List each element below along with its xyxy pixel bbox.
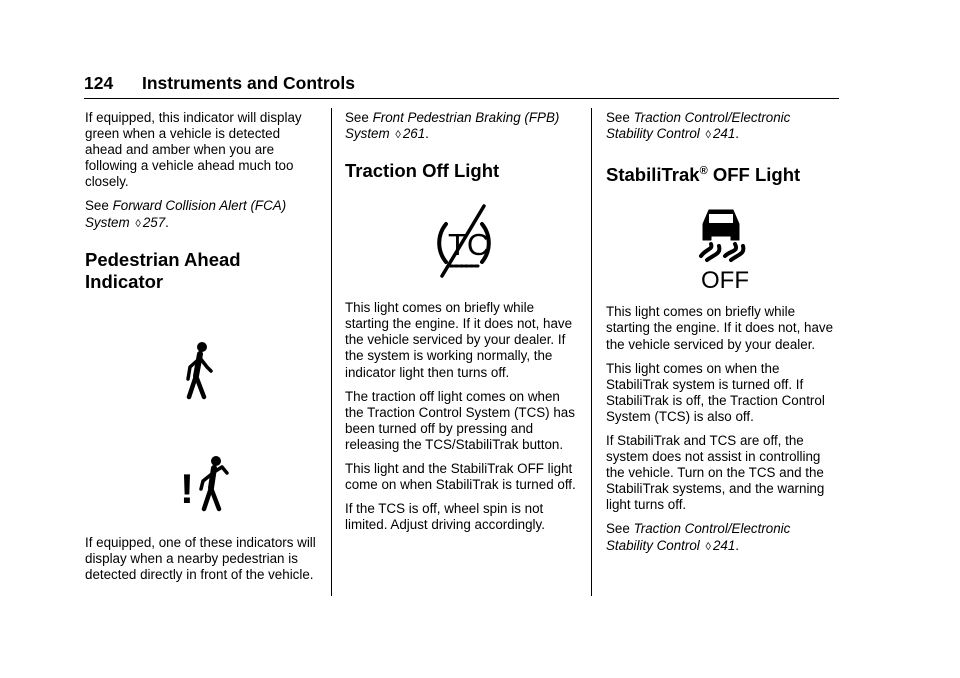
column-divider-2 bbox=[591, 108, 592, 596]
pedestrian-heading: Pedestrian Ahead Indicator bbox=[85, 248, 241, 292]
fpb-see-reference: See Front Pedestrian Braking (FPB) System ◊ 261. bbox=[345, 110, 560, 142]
column-1 bbox=[85, 110, 319, 591]
stabilitrak-p1: This light comes on briefly while starting the engine. If it does not, have the vehicle serviced by your dealer. bbox=[606, 304, 834, 352]
stabilitrak-heading: StabiliTrak® OFF Light bbox=[606, 164, 801, 186]
page-arrow-icon: ◊ bbox=[705, 129, 711, 142]
fca-intro-text: If equipped, this indicator will display green when a vehicle is detected ahead and amber when you are following a vehicle ahead much too closely. bbox=[85, 110, 302, 190]
column-divider-1 bbox=[331, 108, 332, 596]
traction-p3: This light and the StabiliTrak OFF light come on when StabiliTrak is turned off. bbox=[345, 461, 576, 493]
warning-mark: ! bbox=[180, 464, 194, 512]
fpb-page-number[interactable]: 261 bbox=[402, 126, 426, 142]
traction-off-icon bbox=[345, 196, 579, 292]
tc-label: TC bbox=[448, 227, 490, 263]
pedestrian-body-text: If equipped, one of these indicators will display when a nearby pedestrian is detected directly in front of the vehicle. bbox=[85, 534, 316, 582]
page-arrow-icon: ◊ bbox=[705, 540, 711, 553]
page-number: 124 bbox=[84, 73, 114, 93]
tcesc-reference-link[interactable]: Traction Control/Electronic Stability Control bbox=[606, 110, 791, 142]
off-label: OFF bbox=[701, 267, 749, 295]
stabilitrak-p2: This light comes on when the StabiliTrak system is turned off. If StabiliTrak is off, the Traction Control System (TCS) is also off. bbox=[606, 360, 825, 424]
pedestrian-alert-icon bbox=[85, 453, 319, 523]
fca-reference-link[interactable]: Forward Collision Alert (FCA) System bbox=[85, 198, 287, 230]
tcesc-page-number-2[interactable]: 241 bbox=[712, 537, 736, 553]
column-3 bbox=[606, 110, 840, 563]
stabilitrak-p3: If StabiliTrak and TCS are off, the system does not assist in controlling the vehicle. Turn on the TCS and the StabiliTrak systems, and the warning light turns off. bbox=[606, 433, 825, 513]
fca-see-reference: See Forward Collision Alert (FCA) System ◊ 257. bbox=[85, 198, 287, 230]
tcesc-see-reference: See Traction Control/Electronic Stability Control ◊ 241. bbox=[606, 110, 791, 142]
page-header bbox=[84, 72, 839, 99]
section-title: Instruments and Controls bbox=[142, 73, 355, 93]
traction-p2: The traction off light comes on when the Traction Control System (TCS) has been turned off by pressing and releasing the TCS/StabiliTrak button. bbox=[345, 388, 575, 452]
traction-off-heading: Traction Off Light bbox=[345, 160, 500, 182]
fca-page-number[interactable]: 257 bbox=[142, 214, 166, 230]
page-arrow-icon: ◊ bbox=[135, 217, 141, 230]
fpb-reference-link[interactable]: Front Pedestrian Braking (FPB) System bbox=[345, 110, 560, 142]
page-arrow-icon: ◊ bbox=[395, 129, 401, 142]
tcesc-reference-link-2[interactable]: Traction Control/Electronic Stability Control bbox=[606, 521, 791, 553]
traction-p1: This light comes on briefly while starting the engine. If it does not, have the vehicle serviced by your dealer. If the system is working normally, the indicator light then turns off. bbox=[345, 300, 573, 380]
traction-p4: If the TCS is off, wheel spin is not limited. Adjust driving accordingly. bbox=[345, 501, 545, 533]
column-2 bbox=[345, 110, 579, 541]
tcesc-see-reference-2: See Traction Control/Electronic Stability Control ◊ 241. bbox=[606, 521, 791, 553]
pedestrian-ahead-icon bbox=[85, 333, 319, 433]
tcesc-page-number[interactable]: 241 bbox=[712, 126, 736, 142]
stabilitrak-off-icon bbox=[606, 200, 840, 296]
